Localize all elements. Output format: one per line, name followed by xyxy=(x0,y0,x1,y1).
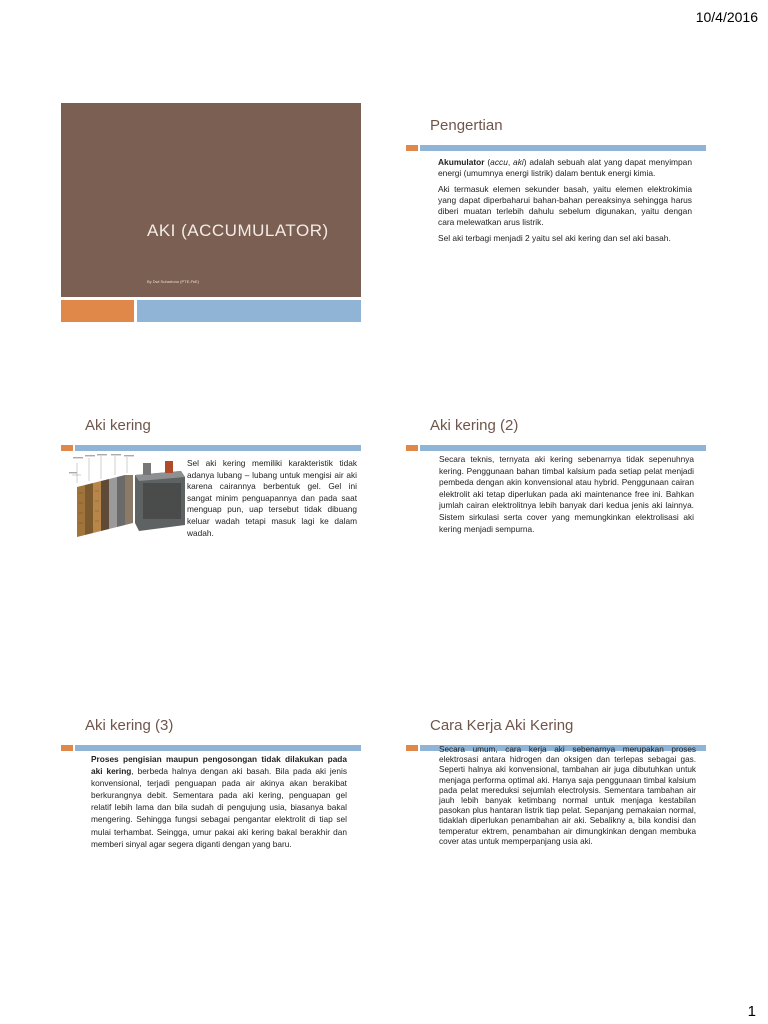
paragraph-secondary: Aki termasuk elemen sekunder basah, yaitu elemen elektrokimia yang dapat diperbaharui bahan-bahan pereaksinya sehingga harus diberi muatan terlebih dahulu sebelum digunakan, yaitu dengan cara melewatkan arus listrik. xyxy=(438,183,692,228)
slide-heading: Aki kering xyxy=(85,417,151,434)
slide-aki-kering xyxy=(61,403,361,628)
slide-heading: Aki kering (2) xyxy=(430,417,519,434)
orange-accent-bar xyxy=(61,445,73,451)
slide-body xyxy=(91,753,347,850)
orange-accent-bar xyxy=(406,145,418,151)
title-background xyxy=(61,103,361,297)
slide-body: Secara teknis, ternyata aki kering sebenarnya tidak sepenuhnya kering. Penggunaan bahan timbal kalsium pada setiap pelat menjadi pembeda dengan akin konvensional atau hybrid. Penggunaan cairan elektrolit aki tetap diperlukan pada aki maintenance free ini. Bahkan jumlah cairan elektrolitnya lebih banyak dari kedua jenis aki lainnya. Sistem sirkulasi serta cover yang memungkinkan elektrolisasi aki kering menjadi sempurna. xyxy=(439,454,694,534)
term-bold: Akumulator xyxy=(438,157,485,167)
blue-accent-bar xyxy=(420,445,706,451)
slide-cara-kerja xyxy=(406,703,706,928)
presentation-title: AKI (ACCUMULATOR) xyxy=(147,221,329,240)
body-bold-lead: Proses pengisian maupun pengosongan tidak dilakukan pada aki kering xyxy=(91,754,347,777)
slide-pengertian xyxy=(406,103,706,328)
battery-illustration xyxy=(69,453,187,539)
term-italic: accu xyxy=(490,157,508,167)
orange-accent-bar xyxy=(406,745,418,751)
slide-body: Secara umum, cara kerja aki sebenarnya merupakan proses elektrosasi antara hidrogen dan oksigen dan terlepas sebagai gas. Seperti halnya aki konvensional, tambahan air juga dibutuhkan untuk menjaga performa optimal aki. Hanya saja penggunaan timbal kalsium pada pelat mereduksi sejumlah electrolysis. Sementara tambahan air jauh lebih banyak ketimbang normal untuk menjaga kestabilan pasokan plus hantaran listrik tiap pelat. Sepanjang pemakaian normal, tidaklah diperlukan penambahan air aki. Sebalikny a, bila kondisi dan temperatur ektrem, penambahan air dimungkinkan dengan membuka cover atas untuk memperpanjang usia aki. xyxy=(439,745,696,846)
paragraph-definition xyxy=(438,157,692,180)
slide-heading: Cara Kerja Aki Kering xyxy=(430,717,574,734)
slide-body xyxy=(438,157,692,248)
slide-title-slide xyxy=(61,103,361,328)
blue-accent-bar xyxy=(75,445,361,451)
text-fragment: ( xyxy=(484,157,491,167)
orange-accent-bar xyxy=(61,300,134,322)
orange-accent-bar xyxy=(61,745,73,751)
paragraph-types: Sel aki terbagi menjadi 2 yaitu sel aki kering dan sel aki basah. xyxy=(438,232,671,243)
term-italic: aki xyxy=(513,157,524,167)
text-fragment: , xyxy=(507,157,514,167)
orange-accent-bar xyxy=(406,445,418,451)
body-text-rest: , berbeda halnya dengan aki basah. Bila pada aki jenis konvensional, terjadi penguapan pada air akinya akan berakibat berkurangnya debit. Sementara pada aki kering, penguapan gel relatif lebih lama dan bila sudah di pengujung usia, biasanya bakal mengering. Sehingga fungsi sebagai pengantar elektrolit di tiap sel mulai terhambat. Seingga, umur pakai aki kering bakal berakhir dan memberi sinyal agar segera diganti dengan yang baru. xyxy=(91,766,347,849)
slide-body: Sel aki kering memiliki karakteristik tidak adanya lubang – lubang untuk mengisi air aki karena cairannya berbentuk gel. Gel ini sangat minim penguapannya dan pada saat menguap pun, uap tersebut tidak dibuang keluar wadah tetapi masuk lagi ke dalam wadah. xyxy=(187,458,357,538)
slide-heading: Pengertian xyxy=(430,117,503,134)
slide-aki-kering-3 xyxy=(61,703,361,928)
presentation-author: By Dwi Suhartono (PTE-FkE) xyxy=(147,279,200,284)
blue-accent-bar xyxy=(75,745,361,751)
slide-heading: Aki kering (3) xyxy=(85,717,174,734)
page-number: 1 xyxy=(747,1003,756,1020)
text-fragment: ) adalah sebuah alat yang dapat menyimpan energi (umumnya energi listrik) dalam bentuk energi kimia. xyxy=(438,157,693,179)
blue-accent-bar xyxy=(137,300,361,322)
page-date: 10/4/2016 xyxy=(695,9,758,25)
blue-accent-bar xyxy=(420,145,706,151)
slide-aki-kering-2 xyxy=(406,403,706,628)
